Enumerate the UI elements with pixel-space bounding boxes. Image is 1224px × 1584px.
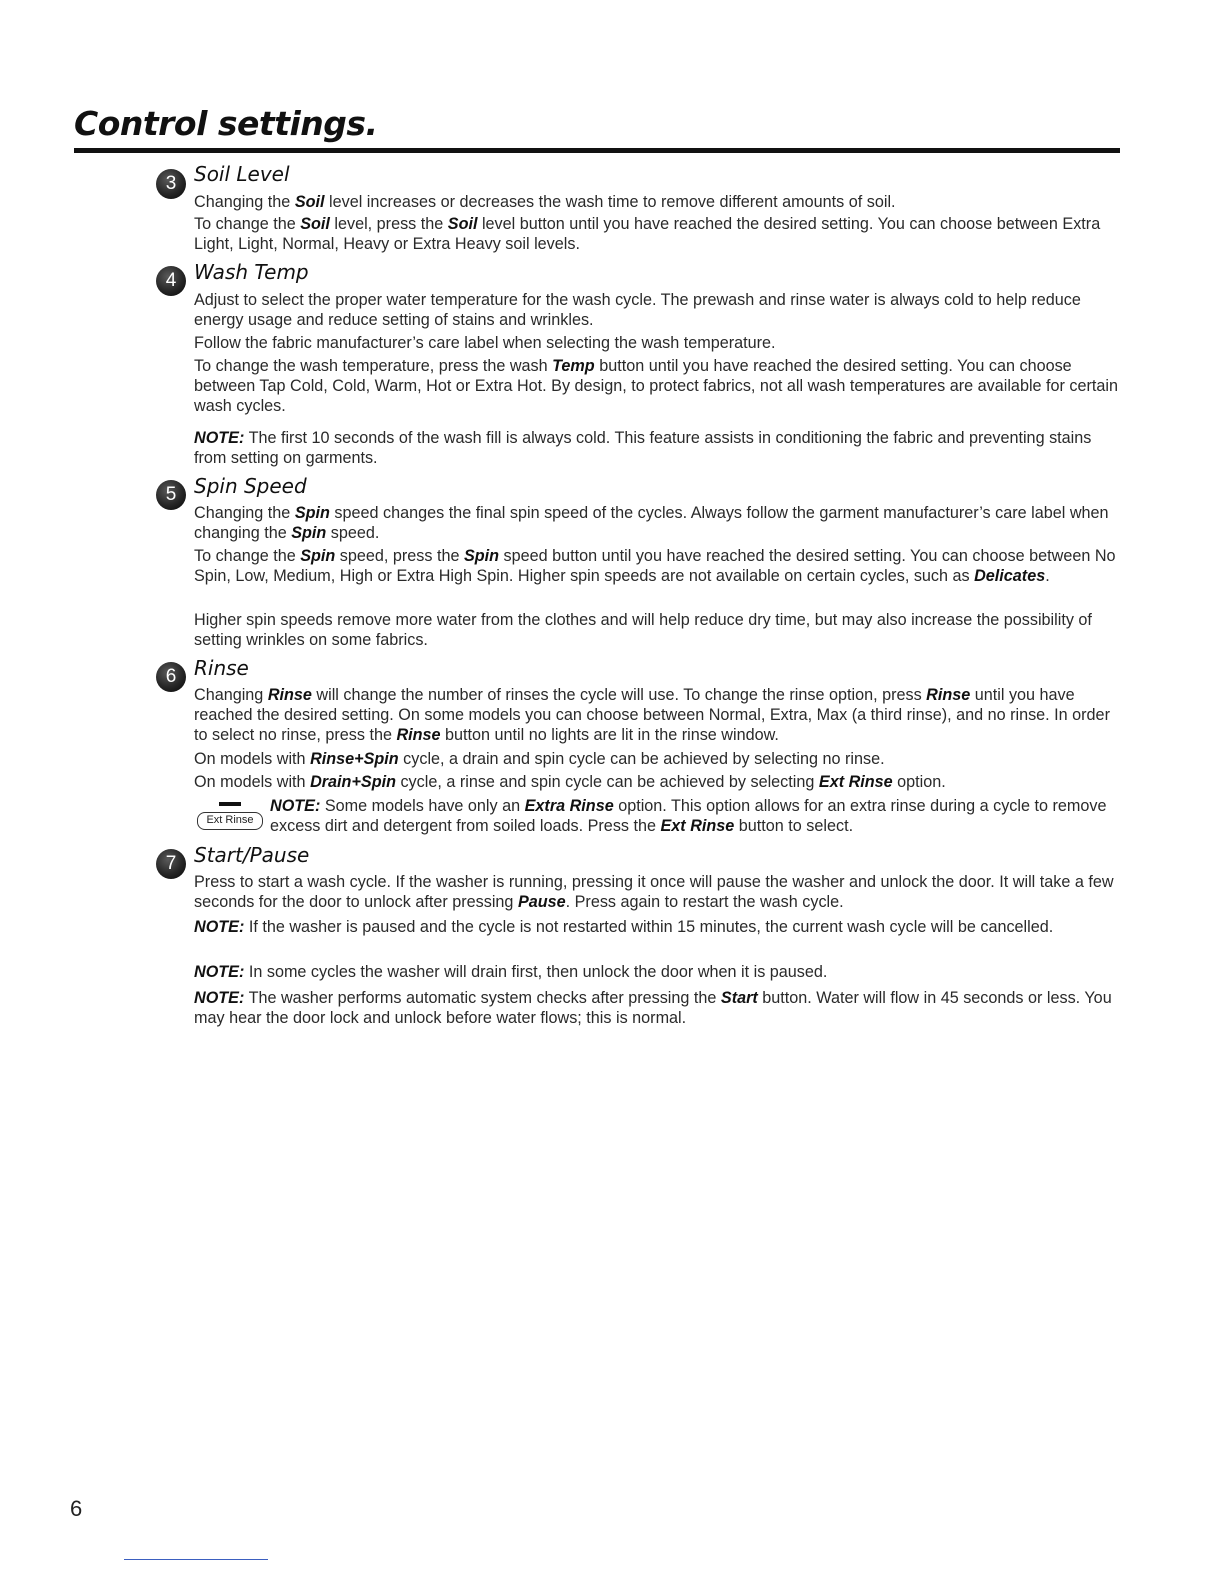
start-pause-note: NOTE: If the washer is paused and the cycle is not restarted within 15 minutes, the current wash cycle will be cancelled. [194, 918, 1054, 936]
section-title-soil-level: Soil Level [194, 162, 290, 186]
section-title-wash-temp: Wash Temp [194, 260, 309, 284]
section-number-badge: 6 [156, 662, 186, 692]
section-title-spin-speed: Spin Speed [194, 474, 307, 498]
spin-speed-paragraph: To change the Spin speed, press the Spin speed button until you have reached the desired setting. You can choose between No Spin, Low, Medium, High or Extra High Spin. Higher spin speeds are not available on certain cycles, such as Delicates. [194, 547, 1116, 585]
spin-speed-paragraph: Changing the Spin speed changes the final spin speed of the cycles. Always follow the garment manufacturer’s care label when changing the Spin speed. [194, 504, 1109, 542]
page-number: 6 [70, 1496, 83, 1521]
section-title-start-pause: Start/Pause [194, 843, 310, 867]
section-title-rinse: Rinse [194, 656, 249, 680]
rinse-note: NOTE: Some models have only an Extra Rinse option. This option allows for an extra rinse during a cycle to remove excess dirt and detergent from soiled loads. Press the Ext Rinse button to select. [270, 797, 1107, 835]
soil-level-paragraph: Changing the Soil level increases or decreases the wash time to remove different amounts of soil. [194, 193, 896, 211]
section-number-badge: 5 [156, 480, 186, 510]
wash-temp-paragraph: Follow the fabric manufacturer’s care label when selecting the wash temperature. [194, 334, 776, 352]
title-divider [74, 148, 1120, 153]
start-pause-note: NOTE: The washer performs automatic system checks after pressing the Start button. Water will flow in 45 seconds or less. You may hear the door lock and unlock before water flows; this is normal. [194, 989, 1112, 1027]
footer-divider [124, 1559, 268, 1560]
wash-temp-note: NOTE: The first 10 seconds of the wash fill is always cold. This feature assists in conditioning the fabric and preventing stains from setting on garments. [194, 429, 1092, 467]
start-pause-paragraph: Press to start a wash cycle. If the washer is running, pressing it once will pause the washer and unlock the door. It will take a few seconds for the door to unlock after pressing Pause. Press again to restart the wash cycle. [194, 873, 1114, 911]
ext-rinse-indicator-bar-icon [219, 802, 241, 806]
section-number-badge: 4 [156, 266, 186, 296]
spin-speed-paragraph: Higher spin speeds remove more water from the clothes and will help reduce dry time, but may also increase the possibility of setting wrinkles on some fabrics. [194, 611, 1092, 649]
rinse-paragraph: On models with Drain+Spin cycle, a rinse and spin cycle can be achieved by selecting Ext Rinse option. [194, 773, 946, 791]
rinse-paragraph: On models with Rinse+Spin cycle, a drain and spin cycle can be achieved by selecting no rinse. [194, 750, 885, 768]
section-number-badge: 3 [156, 169, 186, 199]
rinse-paragraph: Changing Rinse will change the number of rinses the cycle will use. To change the rinse option, press Rinse until you have reached the desired setting. On some models you can choose between Normal, Extra, Max (a third rinse), and no rinse. In order to select no rinse, press the Rinse button until no lights are lit in the rinse window. [194, 686, 1110, 744]
page-title: Control settings. [74, 104, 378, 143]
soil-level-paragraph: To change the Soil level, press the Soil level button until you have reached the desired setting. You can choose between Extra Light, Light, Normal, Heavy or Extra Heavy soil levels. [194, 215, 1101, 253]
start-pause-note: NOTE: In some cycles the washer will drain first, then unlock the door when it is paused. [194, 963, 828, 981]
wash-temp-paragraph: Adjust to select the proper water temperature for the wash cycle. The prewash and rinse water is always cold to help reduce energy usage and reduce setting of stains and wrinkles. [194, 291, 1081, 329]
ext-rinse-button-icon: Ext Rinse [197, 812, 263, 830]
section-number-badge: 7 [156, 849, 186, 879]
wash-temp-paragraph: To change the wash temperature, press the wash Temp button until you have reached the desired setting. You can choose between Tap Cold, Cold, Warm, Hot or Extra Hot. By design, to protect fabrics, not all wash temperatures are available for certain wash cycles. [194, 357, 1119, 415]
